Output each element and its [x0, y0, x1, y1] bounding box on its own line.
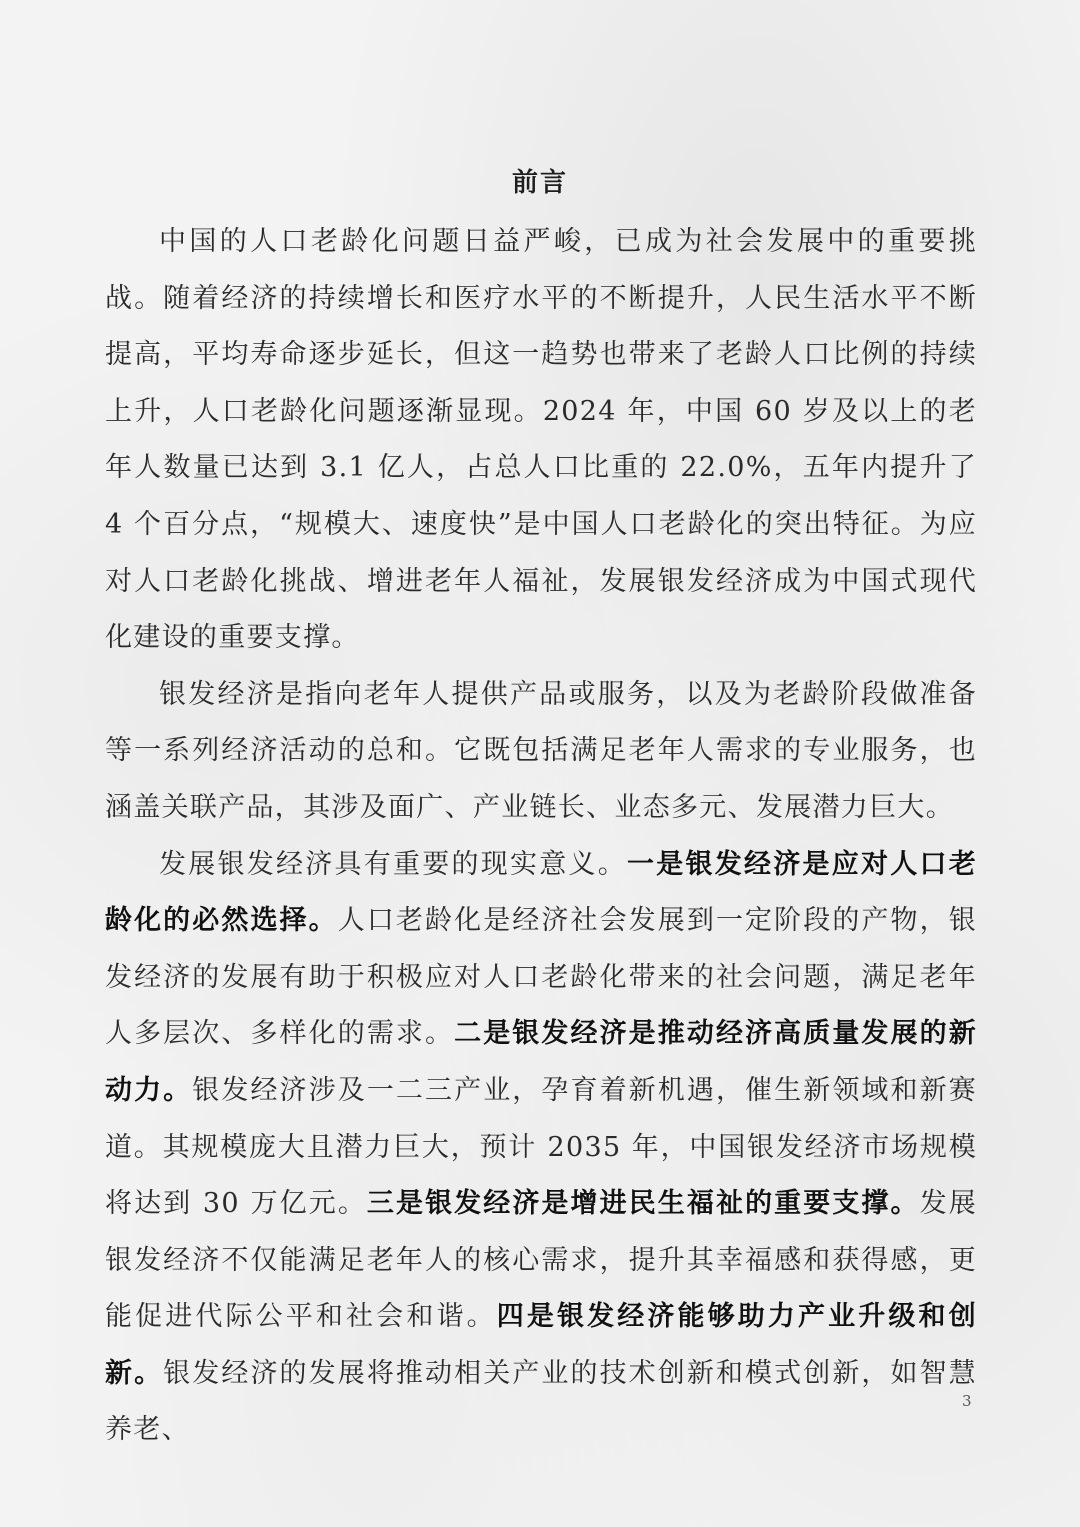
- text-segment: 发展银发经济不仅能满足老年人的核心需求，提升其幸福感和获得感，更能促进代际公平和社会和谐。: [105, 1188, 977, 1333]
- text-segment: 发展银发经济具有重要的现实意义。: [159, 848, 627, 880]
- text-segment: 人口老龄化是经济社会发展到一定阶段的产物，银发经济的发展有助于积极应对人口老龄化带来的社会问题，满足老年人多层次、多样化的需求。: [105, 905, 977, 1050]
- bold-point-2: 二是银发经济是推动经济高质量发展的新动力。: [105, 1018, 977, 1106]
- bold-point-1: 一是银发经济是应对人口老龄化的必然选择。: [105, 848, 977, 937]
- page-title: 前言: [511, 168, 568, 198]
- bold-point-4: 四是银发经济能够助力产业升级和创新。: [105, 1301, 977, 1389]
- paragraph-2: [105, 667, 977, 837]
- paragraph-3: [105, 837, 977, 1460]
- document-body: [105, 214, 977, 1459]
- paragraph-1: [105, 214, 977, 667]
- text-segment: 银发经济是指向老年人提供产品或服务，以及为老龄阶段做准备等一系列经济活动的总和。它既包括满足老年人需求的专业服务，也涵盖关联产品，其涉及面广、产业链长、业态多元、发展潜力巨大。: [105, 678, 977, 823]
- page-number: 3: [962, 1392, 972, 1410]
- bold-point-3: 三是银发经济是增进民生福祉的重要支撑。: [366, 1188, 920, 1220]
- text-segment: 银发经济涉及一二三产业，孕育着新机遇，催生新领域和新赛道。其规模庞大且潜力巨大，预计 2035 年，中国银发经济市场规模将达到 30 万亿元。: [105, 1074, 977, 1220]
- text-segment: 银发经济的发展将推动相关产业的技术创新和模式创新，如智慧养老、: [105, 1357, 977, 1446]
- text-segment: 中国的人口老龄化问题日益严峻，已成为社会发展中的重要挑战。随着经济的持续增长和医疗水平的不断提升，人民生活水平不断提高，平均寿命逐步延长，但这一趋势也带来了老龄人口比例的持续上升，人口老龄化问题逐渐显现。2024 年，中国 60 岁及以上的老年人数量已达到 3.1 亿人，占总人口比重的 22.0%，五年内提升了 4 个百分点，“规模大、速度快”是中国人口老龄化的突出特征。为应对人口老龄化挑战、增进老年人福祉，发展银发经济成为中国式现代化建设的重要支撑。: [105, 226, 977, 654]
